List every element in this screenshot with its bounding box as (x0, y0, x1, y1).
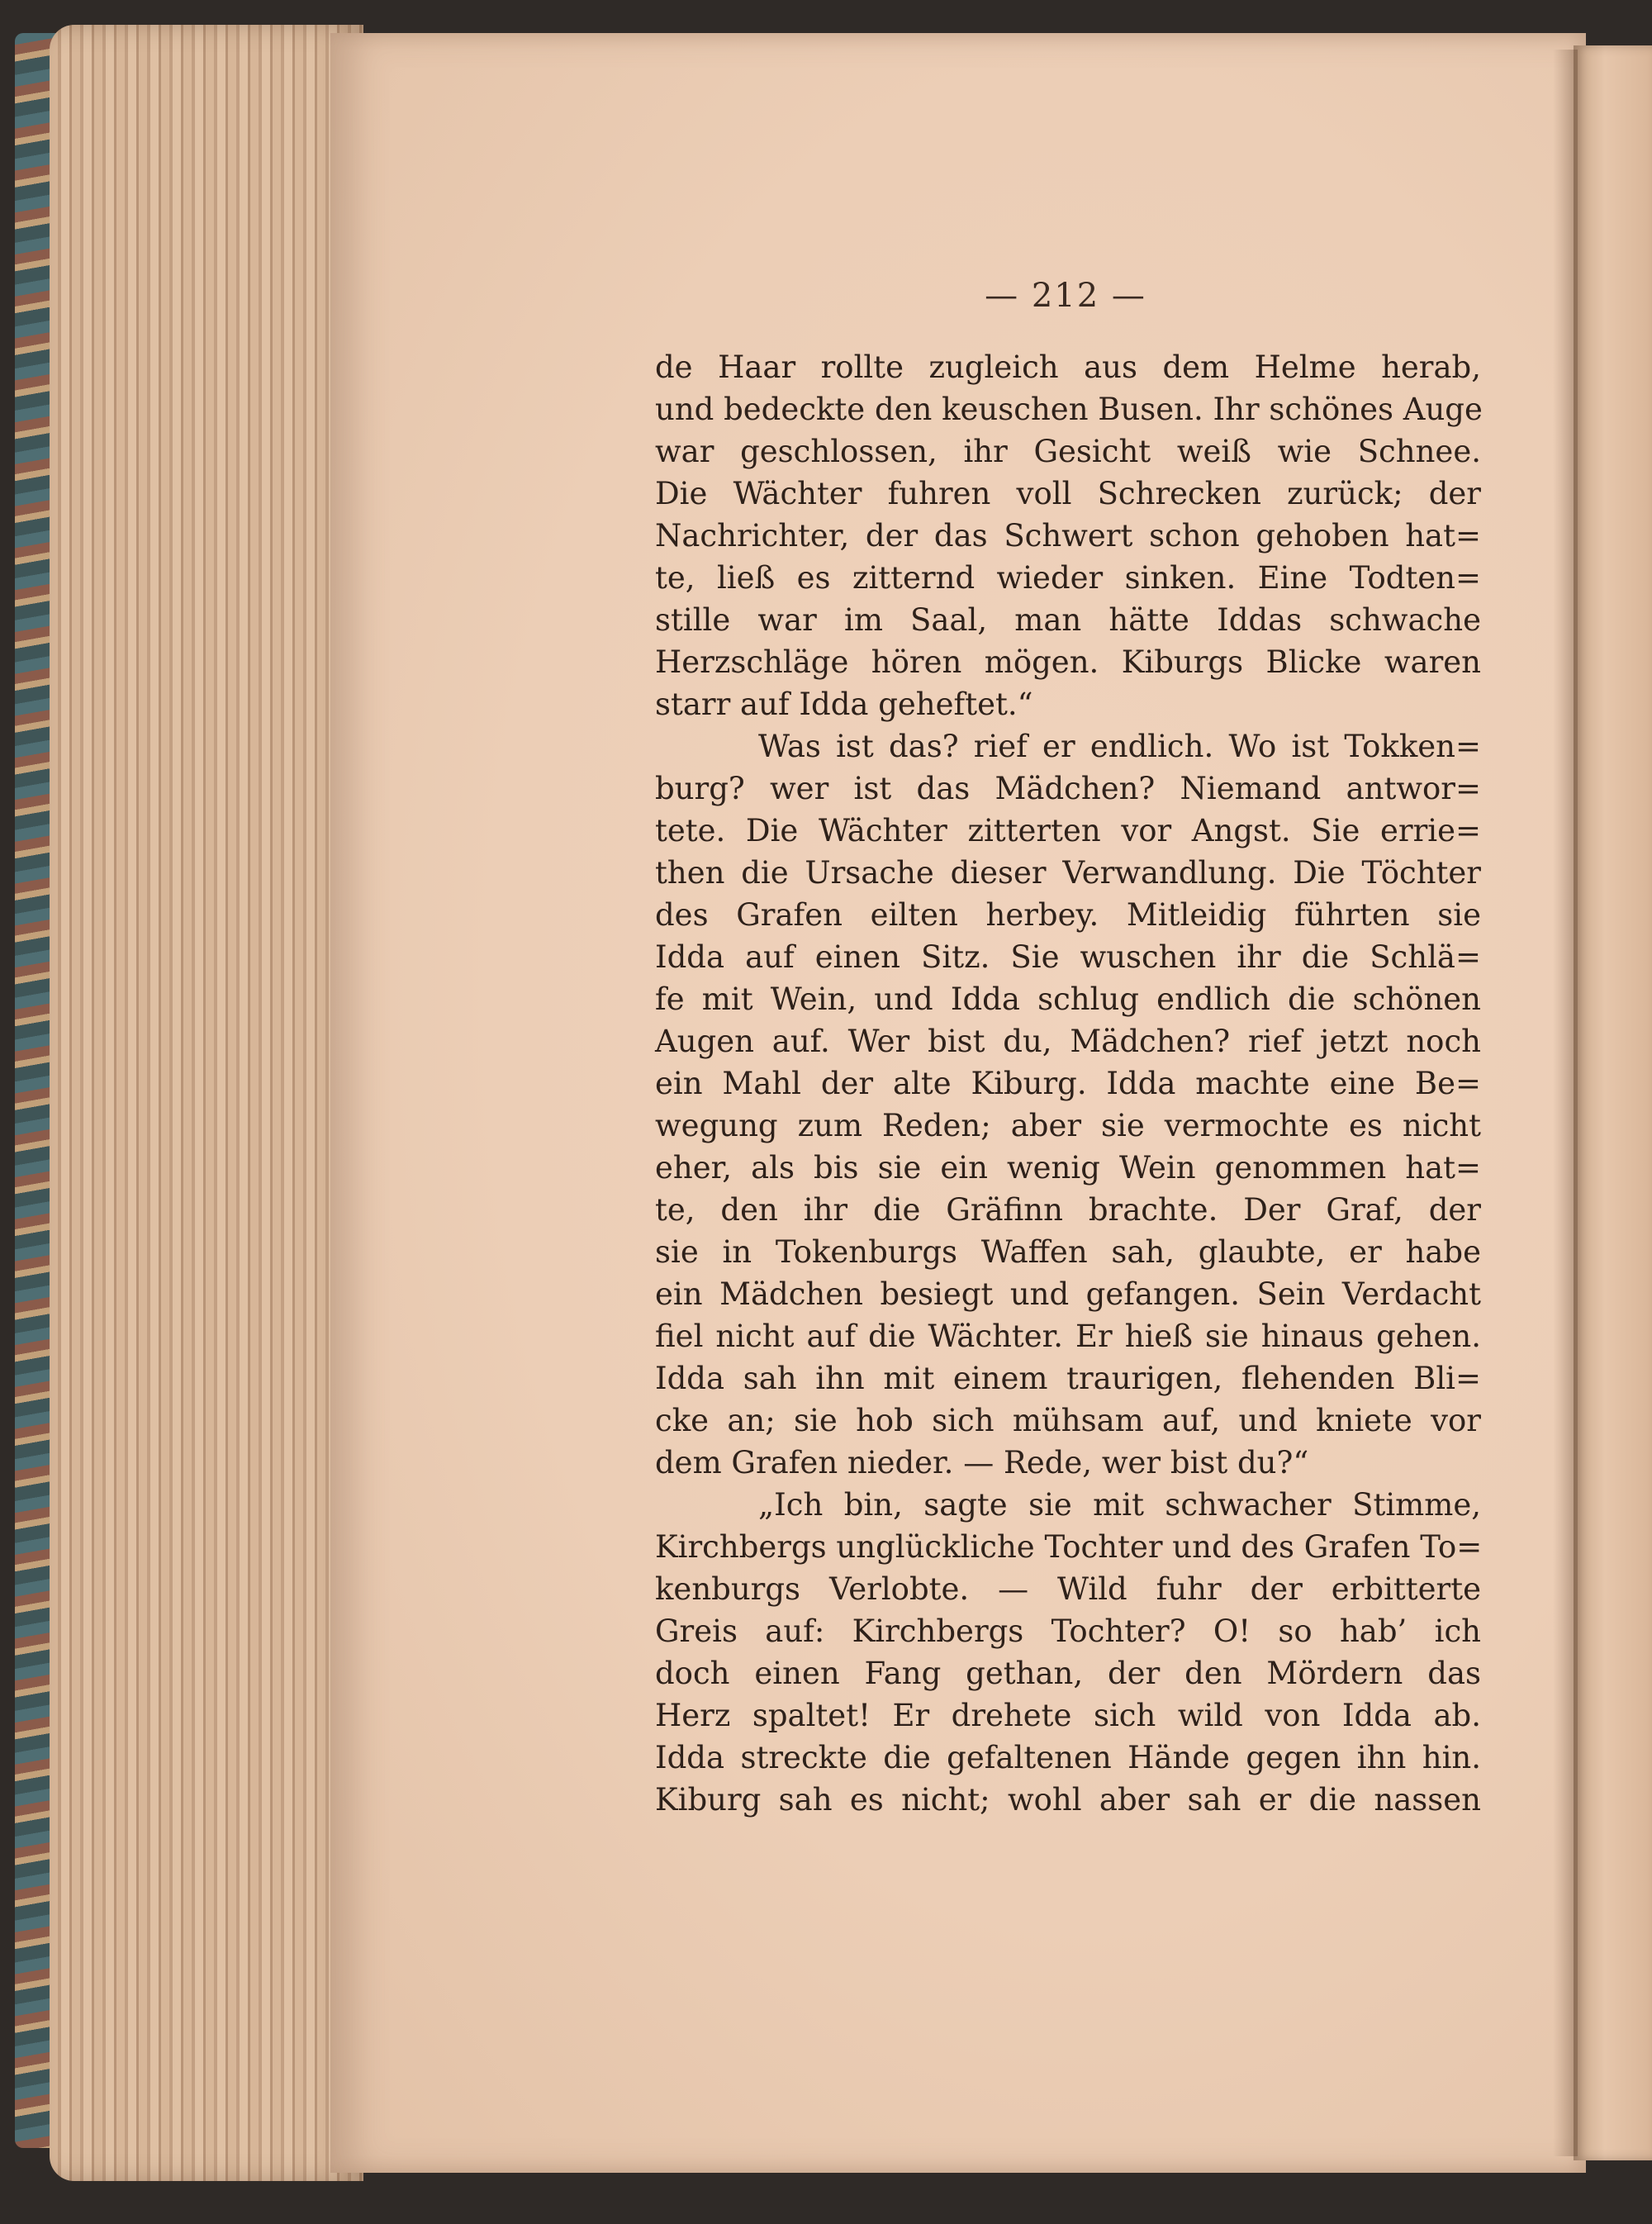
text-line: Was ist das? rief er endlich. Wo ist Tokken= (758, 729, 1481, 764)
text-line: Kirchbergs unglückliche Tochter und des Grafen To= (655, 1529, 1483, 1565)
text-line: doch einen Fang gethan, der den Mördern das (655, 1656, 1481, 1691)
text-line: Die Wächter fuhren voll Schrecken zurück; der (655, 476, 1481, 511)
text-line: ein Mädchen besiegt und gefangen. Sein Verdacht (655, 1276, 1481, 1312)
text-line: starr auf Idda geheftet.“ (655, 687, 1033, 722)
gutter-shadow (1553, 50, 1578, 2156)
text-line: Idda streckte die gefaltenen Hände gegen ihn hin. (655, 1740, 1481, 1775)
text-line: ein Mahl der alte Kiburg. Idda machte eine Be= (655, 1066, 1481, 1101)
text-line: wegung zum Reden; aber sie vermochte es nicht (655, 1108, 1481, 1143)
text-line: „Ich bin, sagte sie mit schwacher Stimme, (758, 1487, 1481, 1523)
text-line: te, den ihr die Gräfinn brachte. Der Graf, der (655, 1192, 1481, 1228)
text-line: Nachrichter, der das Schwert schon gehoben hat= (655, 518, 1481, 554)
text-line: tete. Die Wächter zitterten vor Angst. Sie errie= (655, 813, 1481, 848)
text-line: te, ließ es zitternd wieder sinken. Eine Todten= (655, 560, 1481, 596)
text-line: sie in Tokenburgs Waffen sah, glaubte, er habe (655, 1234, 1481, 1270)
text-line: Greis auf: Kirchbergs Tochter? O! so hab’ ich (655, 1613, 1481, 1649)
text-line: Herz spaltet! Er drehete sich wild von Idda ab. (655, 1698, 1481, 1733)
text-line: eher, als bis sie ein wenig Wein genommen hat= (655, 1150, 1481, 1186)
body-text (655, 347, 1481, 1826)
text-line: cke an; sie hob sich mühsam auf, und kniete vor (655, 1403, 1481, 1438)
text-line: then die Ursache dieser Verwandlung. Die Töchter (655, 855, 1481, 891)
text-line: fe mit Wein, und Idda schlug endlich die schönen (655, 981, 1481, 1017)
text-line: des Grafen eilten herbey. Mitleidig führten sie (655, 897, 1481, 933)
text-line: kenburgs Verlobte. — Wild fuhr der erbitterte (655, 1571, 1481, 1607)
text-line: stille war im Saal, man hätte Iddas schwache (655, 602, 1481, 638)
page-number: — 212 — (985, 277, 1146, 315)
page-edges (50, 25, 363, 2181)
text-line: burg? wer ist das Mädchen? Niemand antwor= (655, 771, 1481, 806)
text-line: de Haar rollte zugleich aus dem Helme herab, (655, 349, 1481, 385)
text-line: Augen auf. Wer bist du, Mädchen? rief jetzt noch (655, 1024, 1481, 1059)
text-line: Idda sah ihn mit einem traurigen, flehenden Bli= (655, 1361, 1481, 1396)
text-line: Herzschläge hören mögen. Kiburgs Blicke waren (655, 644, 1481, 680)
text-line: war geschlossen, ihr Gesicht weiß wie Schnee. (655, 434, 1481, 469)
text-line: Idda auf einen Sitz. Sie wuschen ihr die Schlä= (655, 939, 1481, 975)
text-line: fiel nicht auf die Wächter. Er hieß sie hinaus gehen. (655, 1319, 1481, 1354)
text-line: Kiburg sah es nicht; wohl aber sah er die nassen (655, 1782, 1481, 1818)
text-line: und bedeckte den keuschen Busen. Ihr schönes Auge (655, 392, 1483, 427)
text-line: dem Grafen nieder. — Rede, wer bist du?“ (655, 1445, 1309, 1480)
facing-page-edge (1574, 45, 1652, 2160)
